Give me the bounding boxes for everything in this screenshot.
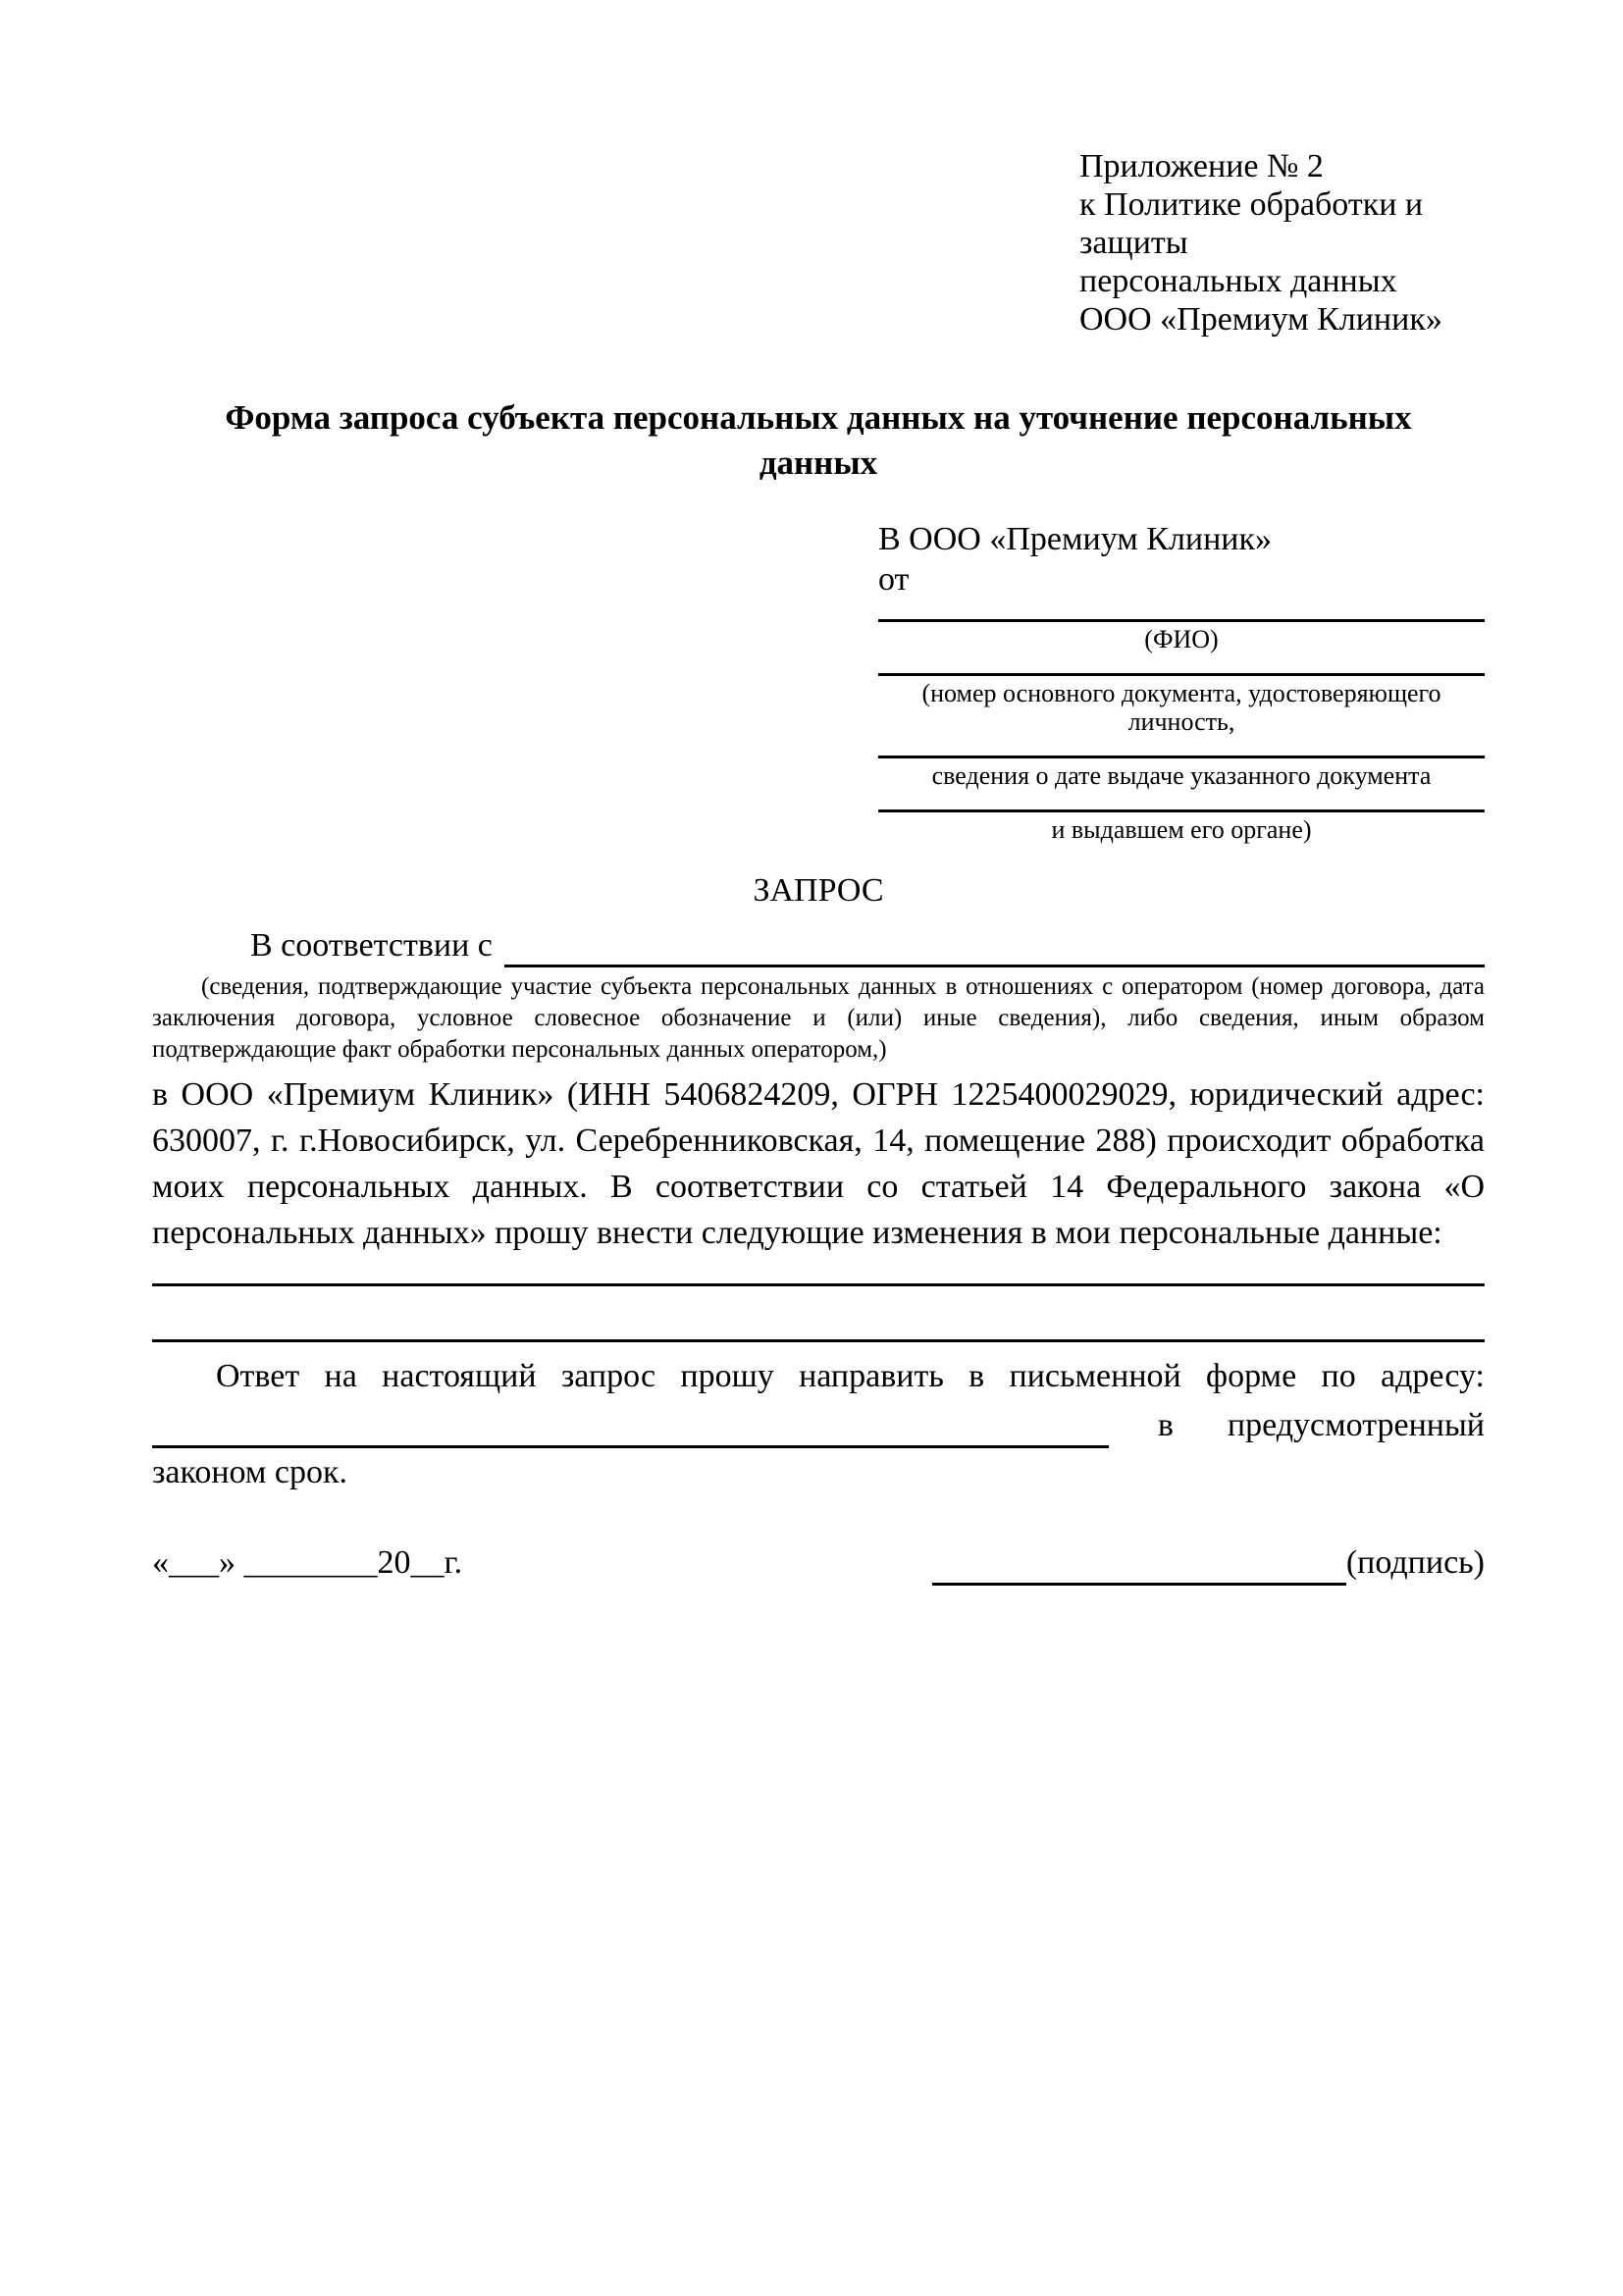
- doc-number-blank-line: [878, 653, 1485, 676]
- issuing-authority-caption: и выдавшем его органе): [1051, 815, 1312, 844]
- reply-closing: законом срок.: [152, 1454, 347, 1490]
- recipient-to: В ООО «Премиум Клиник»: [878, 521, 1273, 557]
- fio-caption: (ФИО): [1144, 625, 1219, 653]
- recipient-block: [878, 519, 1485, 844]
- changes-blank-line-2: [152, 1339, 1485, 1342]
- intro-prefix: В соответствии с: [250, 927, 493, 964]
- footer-row: [152, 1540, 1485, 1586]
- intro-row: [152, 924, 1485, 967]
- changes-blank-line-1: [152, 1283, 1485, 1286]
- reply-paragraph: Ответ на настоящий запрос прошу направить в письменной форме по адресу:: [216, 1358, 1485, 1394]
- date-blank: «___» ________20__г.: [152, 1544, 463, 1581]
- request-heading: ЗАПРОС: [753, 872, 884, 909]
- signature-caption: (подпись): [1345, 1544, 1485, 1581]
- reply-word-v: в: [1157, 1407, 1174, 1443]
- reply-word-predusmotrennyj: предусмотренный: [1227, 1407, 1485, 1443]
- fio-blank-line: [878, 600, 1485, 622]
- appendix-header-line: ООО «Премиум Клиник»: [1079, 301, 1442, 338]
- issue-date-blank-line: [878, 736, 1485, 758]
- doc-number-field: [878, 653, 1485, 736]
- request-body: в ООО «Премиум Клиник» (ИНН 5406824209, ОГРН 1225400029029, юридический адрес: 630007, г. г.Новосибирск, ул. Серебренниковская, 14, помещение 288) происходит обработка моих персональных данных. В соответствии со статьей 14 Федерального закона «О персональных данных» прошу внести следующие изменения в мои персональные данные:: [152, 1076, 1485, 1251]
- legal-footnote: (сведения, подтверждающие участие субъекта персональных данных в отношениях с оператором (номер договора, дата заключения договора, условное словесное обозначение и (или) иные сведения), либо сведения, иным образом подтверждающие факт обработки персональных данных оператором,): [152, 973, 1485, 1063]
- appendix-header: [1079, 147, 1485, 339]
- recipient-from-label: от: [878, 561, 910, 598]
- appendix-header-line: Приложение № 2: [1079, 148, 1324, 184]
- issuing-authority-field: [878, 790, 1485, 844]
- issue-date-caption: сведения о дате выдаче указанного документа: [931, 761, 1432, 790]
- address-blank-line: [152, 1408, 1109, 1448]
- issuing-authority-blank-line: [878, 790, 1485, 812]
- address-row: [152, 1403, 1485, 1448]
- document-title: Форма запроса субъекта персональных данных на уточнение персональных данных: [225, 398, 1412, 482]
- signature-block: [932, 1540, 1485, 1586]
- doc-number-caption: (номер основного документа, удостоверяющего личность,: [921, 679, 1441, 736]
- fio-field: [878, 600, 1485, 653]
- appendix-header-line: к Политике обработки и защиты: [1079, 186, 1424, 261]
- appendix-header-line: персональных данных: [1079, 263, 1397, 299]
- signature-blank-line: [932, 1545, 1346, 1586]
- basis-blank-line: [504, 927, 1485, 967]
- issue-date-field: [878, 736, 1485, 790]
